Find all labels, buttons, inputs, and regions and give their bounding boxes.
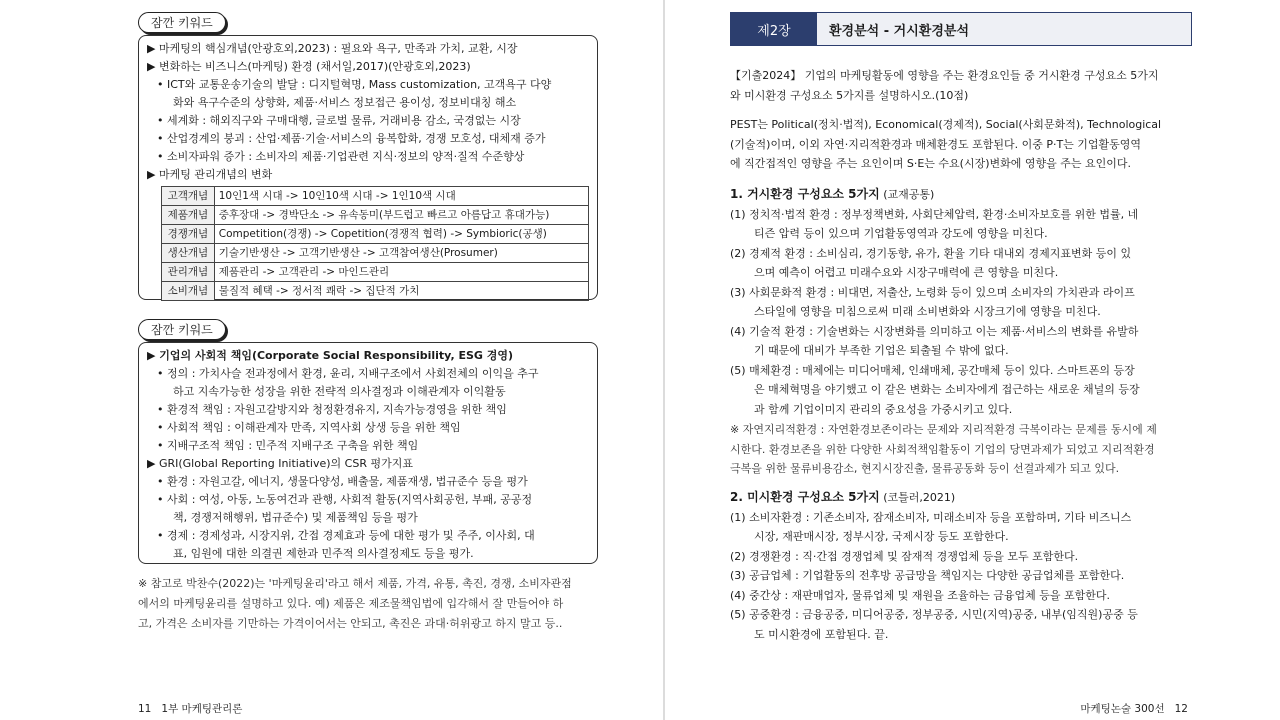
- table-cell: 고객개념: [162, 187, 215, 206]
- box2-line: • 사회 : 여성, 아동, 노동여건과 관행, 사회적 활동(지역사회공헌, 부패, 공공정: [157, 493, 533, 506]
- table-cell: 기술기반생산 -> 고객기반생산 -> 고객참여생산(Prosumer): [214, 244, 588, 263]
- box2-line: • 사회적 책임 : 이해관계자 만족, 지역사회 상생 등을 위한 책임: [157, 421, 461, 434]
- table-row: [162, 187, 589, 206]
- section-micro: [730, 488, 1190, 644]
- item-line: (2) 경제적 환경 : 소비심리, 경기동향, 유가, 환율 기타 대내외 경제지표변화 등이 있: [730, 246, 1132, 260]
- table-row: [162, 244, 589, 263]
- note-line: ※ 자연지리적환경 : 자연환경보존이라는 문제와 지리적환경 극복이라는 문제를 동시에 제: [730, 423, 1157, 436]
- item-line: 시장, 재판매시장, 정부시장, 국제시장 등도 포함한다.: [754, 530, 1009, 543]
- footer-title: 1부 마케팅관리론: [161, 703, 243, 715]
- chapter-title: 환경분석 - 거시환경분석: [817, 13, 1191, 45]
- box2-line: ▶ GRI(Global Reporting Initiative)의 CSR 평가지표: [147, 457, 413, 470]
- box2-line: • 지배구조적 책임 : 민주적 지배구조 구축을 위한 책임: [157, 439, 419, 452]
- keyword-box-2: [138, 342, 598, 564]
- section-title: 1. 거시환경 구성요소 5가지: [730, 187, 880, 201]
- item-line: 스타일에 영향을 미침으로써 미래 소비변화와 시장크기에 영향을 미친다.: [754, 305, 1101, 318]
- box1-line: ▶ 마케팅 관리개념의 변화: [147, 168, 273, 181]
- right-page: [665, 0, 1280, 720]
- box1-line: • 세계화 : 해외직구와 구매대행, 글로벌 물류, 거래비용 감소, 국경없는 시장: [157, 114, 521, 127]
- item-line: 도 미시환경에 포함된다. 끝.: [754, 627, 889, 641]
- item-line: (4) 기술적 환경 : 기술변화는 시장변화를 의미하고 이는 제품·서비스의 변화를 유발하: [730, 324, 1139, 338]
- item-line: (1) 정치적·법적 환경 : 정부정책변화, 사회단체압력, 환경·소비자보호를 위한 법률, 네: [730, 207, 1139, 221]
- keyword-box-1: [138, 35, 598, 300]
- note-line: 고, 가격은 소비자를 기만하는 가격이어서는 안되고, 촉진은 과대·허위광고 하지 말고 등..: [138, 617, 563, 630]
- section-source: (코틀러,2021): [883, 491, 956, 504]
- intro-line: (기술적)이며, 이외 자연·지리적환경과 매체환경도 포함된다. 이중 P·T는 기업활동영역: [730, 137, 1142, 151]
- question-line: 【기출2024】 기업의 마케팅활동에 영향을 주는 환경요인들 중 거시환경 구성요소 5가지: [730, 69, 1159, 82]
- footer-title: 마케팅논술 300선: [1080, 703, 1165, 715]
- box1-line: • 산업경계의 붕괴 : 산업·제품·기술·서비스의 융복합화, 경쟁 모호성, 대체재 증가: [157, 132, 546, 145]
- section-macro: [730, 185, 1190, 419]
- table-cell: 물질적 혜택 -> 정서적 쾌락 -> 집단적 가치: [214, 282, 588, 301]
- table-row: [162, 263, 589, 282]
- box1-line: 화와 욕구수준의 상향화, 제품·서비스 정보접근 용이성, 정보비대칭 해소: [173, 96, 517, 109]
- note-line: 시한다. 환경보존을 위한 다양한 사회적책임활동이 기업의 당면과제가 되었고 지리적환경: [730, 442, 1155, 456]
- box1-line: • 소비자파워 증가 : 소비자의 제품·기업관련 지식·정보의 양적·질적 수준향상: [157, 150, 525, 163]
- item-line: 티즌 압력 등이 있으며 기업활동영역과 강도에 영향을 미친다.: [754, 227, 1048, 240]
- note-line: 극복을 위한 물류비용감소, 현지시장진출, 물류공동화 등이 선결과제가 되고 있다.: [730, 462, 1120, 475]
- item-line: 은 매체혁명을 야기했고 이 같은 변화는 소비자에게 접근하는 새로운 채널의 등장: [754, 383, 1140, 396]
- table-cell: 생산개념: [162, 244, 215, 263]
- chapter-number: 제2장: [731, 13, 817, 45]
- section-source: (교재공통): [883, 188, 935, 201]
- table-cell: 소비개념: [162, 282, 215, 301]
- page-number: 12: [1174, 703, 1188, 715]
- item-line: (3) 사회문화적 환경 : 비대면, 저출산, 노령화 등이 있으며 소비자의 가치관과 라이프: [730, 285, 1135, 299]
- box2-line: • 환경 : 자원고갈, 에너지, 생물다양성, 배출물, 제품재생, 법규준수 등을 평가: [157, 475, 528, 488]
- item-line: (5) 매체환경 : 매체에는 미디어매체, 인쇄매체, 공간매체 등이 있다. 스마트폰의 등장: [730, 363, 1135, 377]
- exam-question: [730, 66, 1190, 105]
- reference-note: [138, 574, 608, 634]
- table-row: [162, 206, 589, 225]
- table-row: [162, 282, 589, 301]
- keyword-tag-1: 잠깐 키워드: [138, 12, 226, 33]
- item-line: (1) 소비자환경 : 기존소비자, 잠재소비자, 미래소비자 등을 포함하며, 기타 비즈니스: [730, 510, 1132, 524]
- pest-intro: [730, 115, 1190, 174]
- item-line: (2) 경쟁환경 : 직·간접 경쟁업체 및 잠재적 경쟁업체 등을 모두 포함한다.: [730, 549, 1079, 563]
- box1-line: ▶ 마케팅의 핵심개념(안광호외,2023) : 필요와 욕구, 만족과 가치, 교환, 시장: [147, 42, 518, 55]
- box1-line: ▶ 변화하는 비즈니스(마케팅) 환경 (채서일,2017)(안광호외,2023): [147, 60, 471, 73]
- table-cell: 중후장대 -> 경박단소 -> 유속동미(부드럽고 빠르고 아름답고 휴대가능): [214, 206, 588, 225]
- table-cell: 제품개념: [162, 206, 215, 225]
- keyword-tag-2: 잠깐 키워드: [138, 319, 226, 340]
- item-line: 과 함께 기업이미지 관리의 중요성을 가중시키고 있다.: [754, 402, 1013, 416]
- box2-line: 하고 지속가능한 성장을 위한 전략적 의사결정과 이해관계자 이익활동: [173, 385, 506, 398]
- concept-table: [161, 186, 589, 301]
- box2-line: • 정의 : 가치사슬 전과정에서 환경, 윤리, 지배구조에서 사회전체의 이익을 추구: [157, 367, 539, 380]
- item-line: (5) 공중환경 : 금융공중, 미디어공중, 정부공중, 시민(지역)공중, 내부(임직원)공중 등: [730, 608, 1138, 621]
- box2-line: 표, 임원에 대한 의결권 제한과 민주적 의사결정제도 등을 평가.: [173, 547, 474, 560]
- table-cell: 제품관리 -> 고객관리 -> 마인드관리: [214, 263, 588, 282]
- nature-note: [730, 420, 1190, 479]
- table-cell: Competition(경쟁) -> Copetition(경쟁적 협력) -> Symbioric(공생): [214, 225, 588, 244]
- note-line: 에서의 마케팅윤리를 설명하고 있다. 예) 제품은 제조물책임법에 입각해서 잘 만들어야 하: [138, 597, 564, 610]
- chapter-header: [730, 12, 1192, 46]
- item-line: (3) 공급업체 : 기업활동의 전후방 공급망을 책임지는 다양한 공급업체를 포함한다.: [730, 569, 1125, 582]
- note-line: ※ 참고로 박찬수(2022)는 '마케팅윤리'라고 해서 제품, 가격, 유통, 촉진, 경쟁, 소비자관점: [138, 577, 572, 590]
- box2-line: 책, 경쟁저해행위, 법규준수) 및 제품책임 등을 평가: [173, 511, 418, 524]
- item-line: (4) 중간상 : 재판매업자, 물류업체 및 재원을 조율하는 금융업체 등을 포함한다.: [730, 588, 1111, 602]
- table-cell: 10인1색 시대 -> 10인10색 시대 -> 1인10색 시대: [214, 187, 588, 206]
- box2-line: • 환경적 책임 : 자원고갈방지와 청정환경유지, 지속가능경영을 위한 책임: [157, 403, 507, 416]
- section-title: 2. 미시환경 구성요소 5가지: [730, 490, 880, 504]
- box2-line: • 경제 : 경제성과, 시장지위, 간접 경제효과 등에 대한 평가 및 주주, 이사회, 대: [157, 529, 535, 542]
- item-line: 으며 예측이 어렵고 미래수요와 시장구매력에 큰 영향을 미친다.: [754, 266, 1059, 279]
- box1-line: • ICT와 교통운송기술의 발달 : 디지털혁명, Mass customization, 고객욕구 다양: [157, 78, 552, 91]
- page-number: 11: [138, 703, 152, 715]
- question-line: 와 미시환경 구성요소 5가지를 설명하시오.(10점): [730, 88, 969, 102]
- item-line: 기 때문에 대비가 부족한 기업은 퇴출될 수 밖에 없다.: [754, 344, 1009, 357]
- table-cell: 경쟁개념: [162, 225, 215, 244]
- right-footer: [1080, 701, 1188, 716]
- intro-line: PEST는 Political(정치·법적), Economical(경제적), Social(사회문화적), Technological: [730, 118, 1162, 131]
- intro-line: 에 직간접적인 영향을 주는 요인이며 S·E는 수요(시장)변화에 영향을 주는 요인이다.: [730, 157, 1132, 170]
- left-footer: [138, 701, 242, 716]
- box2-line: ▶ 기업의 사회적 책임(Corporate Social Responsibility, ESG 경영): [147, 349, 514, 362]
- table-row: [162, 225, 589, 244]
- table-cell: 관리개념: [162, 263, 215, 282]
